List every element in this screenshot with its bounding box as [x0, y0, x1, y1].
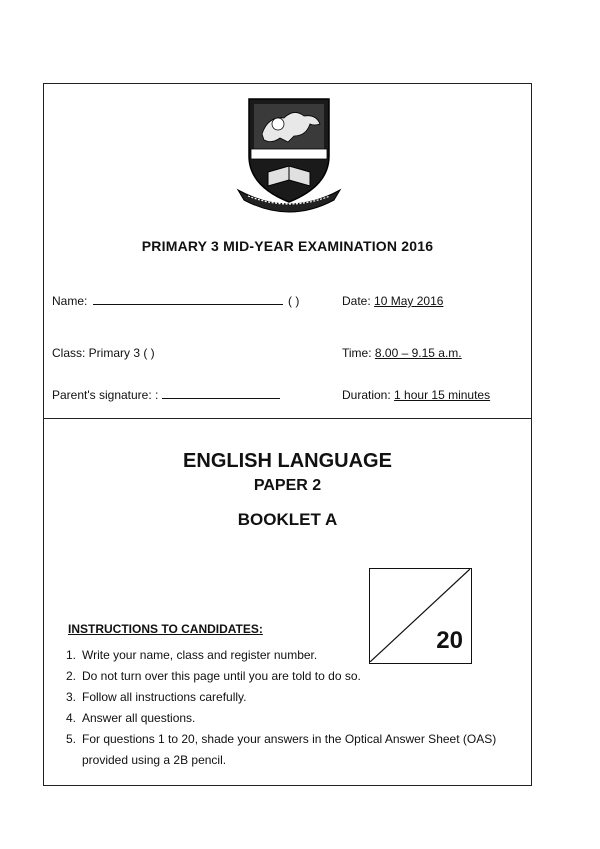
- instruction-text: Do not turn over this page until you are told to do so.: [82, 669, 361, 683]
- subject-title: ENGLISH LANGUAGE: [183, 450, 392, 472]
- section-divider: [44, 418, 531, 419]
- parent-signature-field: [52, 388, 280, 402]
- instruction-text: Answer all questions.: [82, 711, 196, 725]
- instructions-list: [66, 645, 526, 771]
- marks-total: 20: [436, 627, 463, 654]
- instruction-item: [66, 645, 526, 666]
- cover-frame: [43, 83, 532, 786]
- instruction-number: 3.: [66, 690, 77, 704]
- register-number-bracket: ( ): [288, 294, 300, 308]
- instruction-item: [66, 708, 526, 729]
- exam-title: PRIMARY 3 MID-YEAR EXAMINATION 2016: [141, 238, 434, 254]
- instruction-number: 4.: [66, 711, 77, 725]
- class-field: [52, 346, 155, 360]
- instruction-number: 1.: [66, 648, 77, 662]
- name-line[interactable]: [93, 304, 283, 305]
- instruction-number: 2.: [66, 669, 77, 683]
- instruction-text: Write your name, class and register number.: [82, 648, 318, 662]
- date-label: Date:: [342, 294, 371, 308]
- parent-signature-line[interactable]: [162, 398, 280, 399]
- instruction-text: Follow all instructions carefully.: [82, 690, 247, 704]
- booklet-label: BOOKLET A: [237, 510, 338, 529]
- instruction-text: For questions 1 to 20, shade your answers in the Optical Answer Sheet (OAS) provided using a 2B pencil.: [82, 732, 497, 767]
- duration-value: 1 hour 15 minutes: [394, 388, 491, 402]
- date-field: [342, 294, 443, 308]
- time-label: Time:: [342, 346, 372, 360]
- duration-label: Duration:: [342, 388, 391, 402]
- parent-signature-label: Parent's signature: :: [52, 388, 159, 402]
- time-value: 8.00 – 9.15 a.m.: [374, 346, 462, 360]
- instruction-item: [66, 666, 526, 687]
- date-value: 10 May 2016: [374, 294, 444, 308]
- duration-field: [342, 388, 490, 402]
- instruction-number: 5.: [66, 732, 77, 746]
- instructions-heading: INSTRUCTIONS TO CANDIDATES:: [68, 622, 263, 636]
- name-label: Name:: [52, 294, 88, 308]
- instruction-item: [66, 687, 526, 708]
- class-label: Class: Primary 3 ( ): [52, 346, 155, 360]
- name-field: [52, 294, 299, 308]
- instruction-item: [66, 729, 526, 771]
- school-crest-logo: [234, 94, 344, 214]
- time-field: [342, 346, 462, 360]
- paper-number: PAPER 2: [253, 477, 322, 494]
